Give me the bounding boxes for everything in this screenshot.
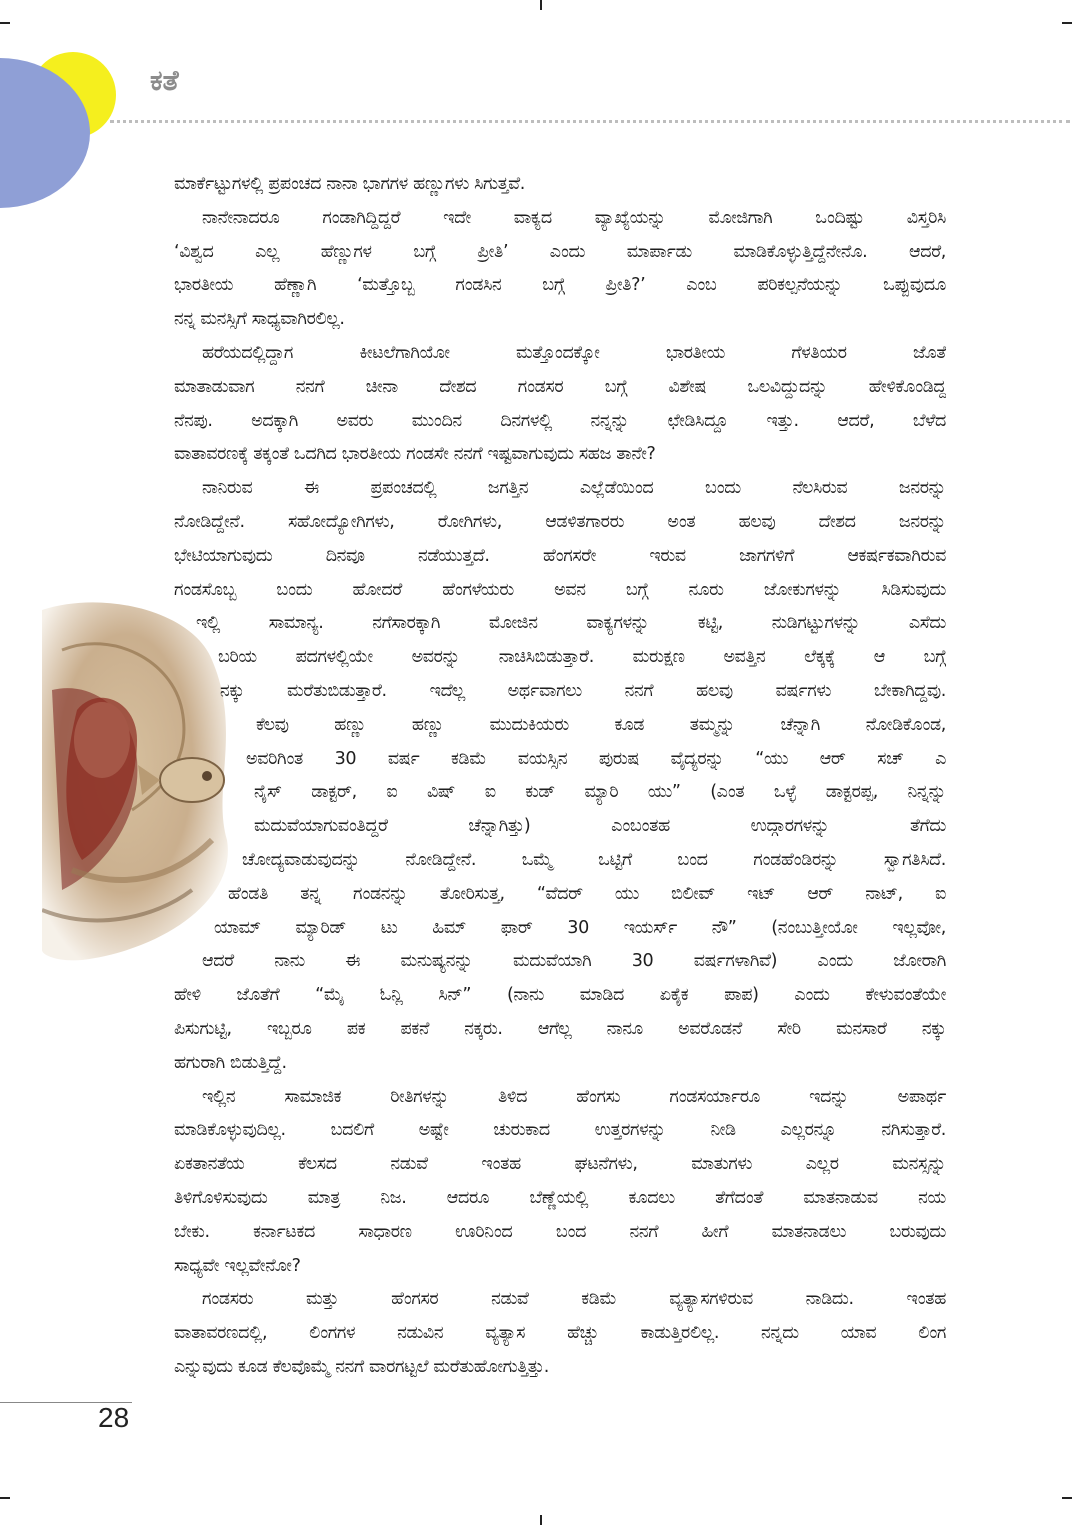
text-line: ಹೆಂಡತಿ ತನ್ನ ಗಂಡನನ್ನು ತೋರಿಸುತ್ತ, “ವೆದರ್ ಯು ಬಿಲೀವ್ ಇಟ್ ಆರ್ ನಾಟ್, ಐ [228, 883, 946, 904]
text-line: ನೆನಪು. ಅದಕ್ಕಾಗಿ ಅವರು ಮುಂದಿನ ದಿನಗಳಲ್ಲಿ ನನ್ನನ್ನು ಛೇಡಿಸಿದ್ದೂ ಇತ್ತು. ಆದರೆ, ಬೆಳೆದ [174, 410, 946, 431]
text-line: ‘ವಿಶ್ವದ ಎಲ್ಲ ಹೆಣ್ಣುಗಳ ಬಗ್ಗೆ ಪ್ರೀತಿ’ ಎಂದು ಮಾರ್ಪಾಡು ಮಾಡಿಕೊಳ್ಳುತ್ತಿದ್ದೆನೇನೊ. ಆದರೆ, [174, 241, 946, 262]
text-line: ನೋಡಿದ್ದೇನೆ. ಸಹೋದ್ಯೋಗಿಗಳು, ರೋಗಿಗಳು, ಆಡಳಿತಗಾರರು ಅಂತ ಹಲವು ದೇಶದ ಜನರನ್ನು [174, 511, 946, 532]
text-line: ಪಿಸುಗುಟ್ಟಿ, ಇಬ್ಬರೂ ಪಕ ಪಕನೆ ನಕ್ಕರು. ಆಗೆಲ್ಲ ನಾನೂ ಅವರೊಡನೆ ಸೇರಿ ಮನಸಾರೆ ನಕ್ಕು [174, 1018, 946, 1039]
text-line: ಇಲ್ಲಿನ ಸಾಮಾಜಿಕ ರೀತಿಗಳನ್ನು ತಿಳಿದ ಹೆಂಗಸು ಗಂಡಸರ್ಯಾರೂ ಇದನ್ನು ಅಪಾರ್ಥ [202, 1086, 946, 1107]
text-line: ಕೆಲವು ಹಣ್ಣು ಹಣ್ಣು ಮುದುಕಿಯರು ಕೂಡ ತಮ್ಮನ್ನು ಚೆನ್ನಾಗಿ ನೋಡಿಕೊಂಡ, [256, 714, 946, 735]
text-line: ಮಾರ್ಕೆಟ್ಟುಗಳಲ್ಲಿ ಪ್ರಪಂಚದ ನಾನಾ ಭಾಗಗಳ ಹಣ್ಣುಗಳು ಸಿಗುತ್ತವೆ. [174, 174, 525, 194]
text-line: ನನ್ನ ಮನಸ್ಸಿಗೆ ಸಾಧ್ಯವಾಗಿರಲಿಲ್ಲ. [174, 309, 345, 330]
text-line: ವಾತಾವರಣಕ್ಕೆ ತಕ್ಕಂತೆ ಒದಗಿದ ಭಾರತೀಯ ಗಂಡಸೇ ನನಗೆ ಇಷ್ಟವಾಗುವುದು ಸಹಜ ತಾನೇ? [174, 444, 656, 465]
crop-mark-top-left [0, 22, 10, 24]
text-line: ನಾನೇನಾದರೂ ಗಂಡಾಗಿದ್ದಿದ್ದರೆ ಇದೇ ವಾಕ್ಯದ ವ್ಯಾಖ್ಯೆಯನ್ನು ಮೋಜಿಗಾಗಿ ಒಂದಿಷ್ಟು ವಿಸ್ತರಿಸಿ [202, 207, 946, 228]
text-line: ಯಾಮ್ ಮ್ಯಾರಿಡ್ ಟು ಹಿಮ್ ಫಾರ್ 30 ಇಯರ್ಸ್ ನೌ” (ನಂಬುತ್ತೀಯೋ ಇಲ್ಲವೋ, [214, 917, 946, 938]
text-line: ಸಾಧ್ಯವೇ ಇಲ್ಲವೇನೋ? [174, 1255, 301, 1276]
text-line: ಹೇಳಿ ಜೊತೆಗೆ “ಮೈ ಓನ್ಲಿ ಸಿನ್” (ನಾನು ಮಾಡಿದ ಏಕೈಕ ಪಾಪ) ಎಂದು ಕೇಳುವಂತೆಯೇ [174, 985, 946, 1006]
text-line: ಗಂಡಸೊಬ್ಬ ಬಂದು ಹೋದರೆ ಹೆಂಗಳೆಯರು ಅವನ ಬಗ್ಗೆ ನೂರು ಜೋಕುಗಳನ್ನು ಸಿಡಿಸುವುದು [174, 579, 946, 600]
text-line: ಗಂಡಸರು ಮತ್ತು ಹೆಂಗಸರ ನಡುವೆ ಕಡಿಮೆ ವ್ಯತ್ಯಾಸಗಳಿರುವ ನಾಡಿದು. ಇಂತಹ [202, 1289, 946, 1310]
text-line: ಬರಿಯ ಪದಗಳಲ್ಲಿಯೇ ಅವರನ್ನು ನಾಚಿಸಿಬಿಡುತ್ತಾರೆ. ಮರುಕ್ಷಣ ಅವತ್ತಿನ ಲೆಕ್ಕಕ್ಕೆ ಆ ಬಗ್ಗೆ [218, 647, 946, 668]
text-line: ಆದರೆ ನಾನು ಈ ಮನುಷ್ಯನನ್ನು ಮದುವೆಯಾಗಿ 30 ವರ್ಷಗಳಾಗಿವೆ) ಎಂದು ಜೋರಾಗಿ [202, 951, 946, 972]
text-line: ಅವರಿಗಿಂತ 30 ವರ್ಷ ಕಡಿಮೆ ವಯಸ್ಸಿನ ಪುರುಷ ವೈದ್ಯರನ್ನು “ಯು ಆರ್ ಸಚ್ ಎ [246, 748, 946, 769]
text-line: ನಕ್ಕು ಮರೆತುಬಿಡುತ್ತಾರೆ. ಇದೆಲ್ಲ ಅರ್ಥವಾಗಲು ನನಗೆ ಹಲವು ವರ್ಷಗಳು ಬೇಕಾಗಿದ್ದವು. [220, 680, 946, 701]
text-line: ತಿಳಿಗೊಳಿಸುವುದು ಮಾತ್ರ ನಿಜ. ಆದರೂ ಬೆಣ್ಣೆಯಲ್ಲಿ ಕೂದಲು ತೆಗೆದಂತೆ ಮಾತನಾಡುವ ನಯ [174, 1187, 946, 1208]
text-line: ಭಾರತೀಯ ಹೆಣ್ಣಾಗಿ ‘ಮತ್ತೊಬ್ಬ ಗಂಡಸಿನ ಬಗ್ಗೆ ಪ್ರೀತಿ?’ ಎಂಬ ಪರಿಕಲ್ಪನೆಯನ್ನು ಒಪ್ಪುವುದೂ [174, 275, 946, 296]
text-line: ನೈಸ್ ಡಾಕ್ಟರ್, ಐ ವಿಷ್ ಐ ಕುಡ್ ಮ್ಯಾರಿ ಯು” (ಎಂತ ಒಳ್ಳೆ ಡಾಕ್ಟರಪ್ಪ, ನಿನ್ನನ್ನು [254, 782, 946, 803]
text-line: ಚೋದ್ಯವಾಡುವುದನ್ನು ನೋಡಿದ್ದೇನೆ. ಒಮ್ಮೆ ಒಟ್ಟಿಗೆ ಬಂದ ಗಂಡಹೆಂಡಿರನ್ನು ಸ್ವಾಗತಿಸಿದೆ. [242, 849, 946, 870]
text-line: ಮದುವೆಯಾಗುವಂತಿದ್ದರೆ ಚೆನ್ನಾಗಿತ್ತು) ಎಂಬಂತಹ ಉದ್ಗಾರಗಳನ್ನು ತೆಗೆದು [254, 816, 946, 837]
text-line: ನಾನಿರುವ ಈ ಪ್ರಪಂಚದಲ್ಲಿ ಜಗತ್ತಿನ ಎಲ್ಲೆಡೆಯಿಂದ ಬಂದು ನೆಲಸಿರುವ ಜನರನ್ನು [202, 478, 946, 499]
crop-mark-bottom-left [0, 1497, 10, 1499]
text-line: ಭೇಟಿಯಾಗುವುದು ದಿನವೂ ನಡೆಯುತ್ತದೆ. ಹೆಂಗಸರೇ ಇರುವ ಜಾಗಗಳಿಗೆ ಆಕರ್ಷಕವಾಗಿರುವ [174, 545, 946, 566]
section-title: ಕತೆ [150, 64, 179, 97]
text-line: ಏಕತಾನತೆಯ ಕೆಲಸದ ನಡುವೆ ಇಂತಹ ಘಟನೆಗಳು, ಮಾತುಗಳು ಎಲ್ಲರ ಮನಸ್ಸನ್ನು [174, 1154, 946, 1175]
crop-mark-top-center [540, 0, 542, 10]
text-line: ಬೇಕು. ಕರ್ನಾಟಕದ ಸಾಧಾರಣ ಊರಿನಿಂದ ಬಂದ ನನಗೆ ಹೀಗೆ ಮಾತನಾಡಲು ಬರುವುದು [174, 1221, 946, 1242]
text-line: ವಾತಾವರಣದಲ್ಲಿ, ಲಿಂಗಗಳ ನಡುವಿನ ವ್ಯತ್ಯಾಸ ಹೆಚ್ಚು ಕಾಡುತ್ತಿರಲಿಲ್ಲ. ನನ್ನದು ಯಾವ ಲಿಂಗ [174, 1323, 946, 1344]
text-line: ಮಾತಾಡುವಾಗ ನನಗೆ ಚೀನಾ ದೇಶದ ಗಂಡಸರ ಬಗ್ಗೆ ವಿಶೇಷ ಒಲವಿದ್ದುದನ್ನು ಹೇಳಿಕೊಂಡಿದ್ದ [174, 376, 946, 397]
page-number: 28 [98, 1402, 130, 1433]
text-line: ಎನ್ನುವುದು ಕೂಡ ಕೆಲವೊಮ್ಮೆ ನನಗೆ ವಾರಗಟ್ಟಲೆ ಮರೆತುಹೋಗುತ್ತಿತ್ತು. [174, 1356, 549, 1377]
header-dotted-divider [110, 120, 1070, 123]
crop-mark-bottom-center [540, 1515, 542, 1525]
crop-mark-bottom-right [1062, 1497, 1072, 1499]
text-line: ಮಾಡಿಕೊಳ್ಳುವುದಿಲ್ಲ. ಬದಲಿಗೆ ಅಷ್ಟೇ ಚುರುಕಾದ ಉತ್ತರಗಳನ್ನು ನೀಡಿ ಎಲ್ಲರನ್ನೂ ನಗಿಸುತ್ತಾರೆ. [174, 1120, 946, 1141]
text-line: ಹಗುರಾಗಿ ಬಿಡುತ್ತಿದ್ದೆ. [174, 1052, 287, 1073]
crop-mark-top-right [1062, 22, 1072, 24]
article-body [174, 168, 946, 1385]
text-line: ಹರೆಯದಲ್ಲಿದ್ದಾಗ ಕೀಟಲೆಗಾಗಿಯೋ ಮತ್ತೊಂದಕ್ಕೋ ಭಾರತೀಯ ಗೆಳತಿಯರ ಜೊತೆ [202, 342, 946, 363]
text-line: ಇಲ್ಲಿ ಸಾಮಾನ್ಯ. ನಗೆಸಾರಕ್ಕಾಗಿ ಮೋಜಿನ ವಾಕ್ಯಗಳನ್ನು ಕಟ್ಟಿ, ನುಡಿಗಟ್ಟುಗಳನ್ನು ಎಸೆದು [196, 613, 946, 634]
